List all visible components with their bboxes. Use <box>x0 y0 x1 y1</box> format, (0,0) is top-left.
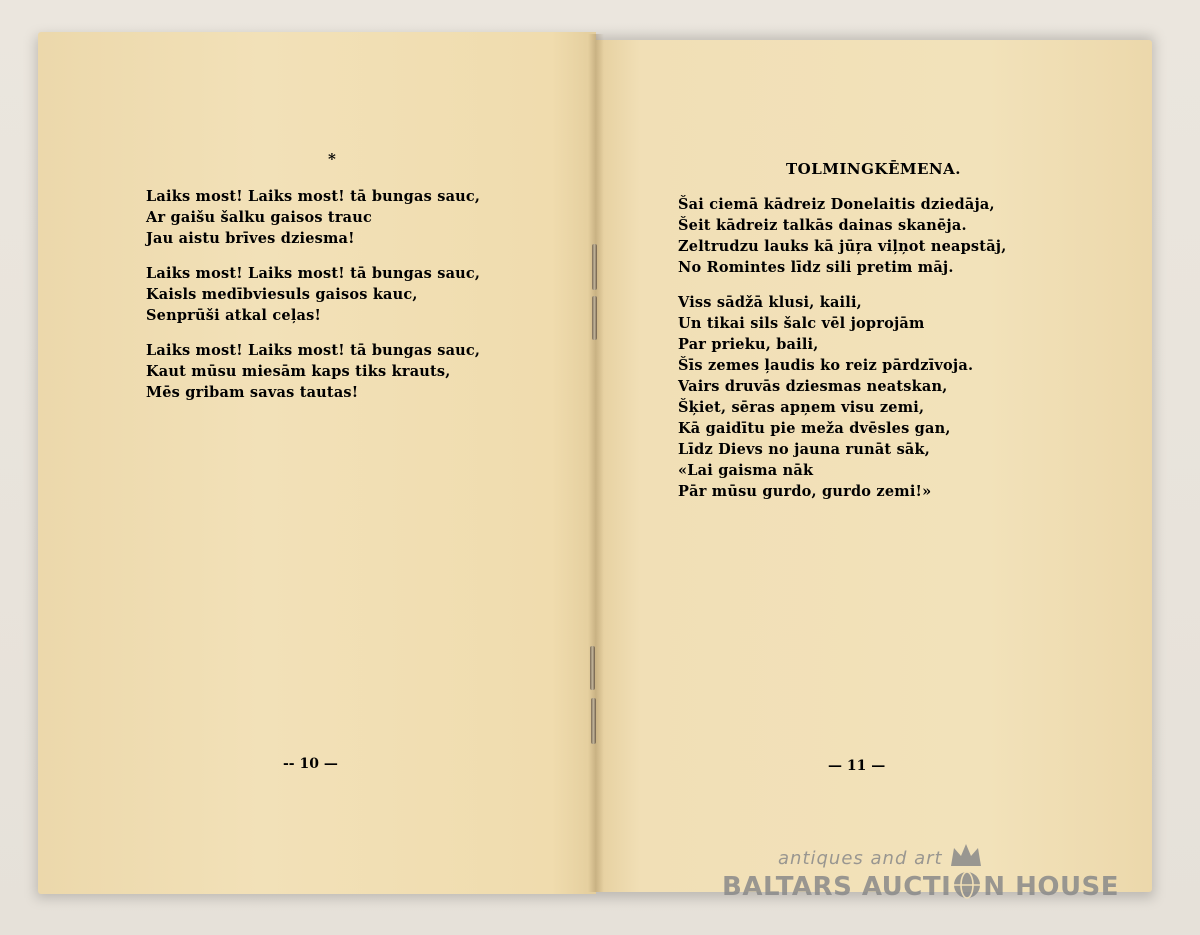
poem-line: Laiks most! Laiks most! tā bungas sauc, <box>146 342 481 359</box>
stanza <box>146 340 480 403</box>
poem-line: Senprūši atkal ceļas! <box>146 307 322 324</box>
left-poem <box>146 186 480 417</box>
poem-line: No Romintes līdz sili pretim māj. <box>678 259 954 276</box>
poem-line: Laiks most! Laiks most! tā bungas sauc, <box>146 265 481 282</box>
poem-line: Šai ciemā kādreiz Donelaitis dziedāja, <box>678 196 995 213</box>
watermark-tagline: antiques and art <box>778 848 943 869</box>
watermark-name-part: BALTARS AUCTI <box>722 872 952 902</box>
poem-line: Šeit kādreiz talkās dainas skanēja. <box>678 217 967 234</box>
stanza <box>146 263 480 326</box>
poem-line: Un tikai sils šalc vēl joprojām <box>678 315 925 332</box>
staple <box>590 646 595 690</box>
globe-icon <box>952 870 982 900</box>
watermark-name <box>722 870 1119 902</box>
watermark-name-part: N HOUSE <box>983 872 1120 902</box>
poem-line: Ar gaišu šalku gaisos trauc <box>146 209 373 226</box>
poem-line: Vairs druvās dziesmas neatskan, <box>678 378 948 395</box>
poem-line: Jau aistu brīves dziesma! <box>146 230 355 247</box>
poem-line: Pār mūsu gurdo, gurdo zemi!» <box>678 483 932 500</box>
stanza <box>146 186 480 249</box>
poem-line: Par prieku, baili, <box>678 336 819 353</box>
poem-line: Laiks most! Laiks most! tā bungas sauc, <box>146 188 481 205</box>
poem-line: Šīs zemes ļaudis ko reiz pārdzīvoja. <box>678 357 974 374</box>
poem-line: Kā gaidītu pie meža dvēsles gan, <box>678 420 951 437</box>
staple <box>592 296 597 340</box>
stanza <box>678 194 1006 278</box>
book-gutter <box>588 34 604 892</box>
poem-line: Līdz Dievs no jauna runāt sāk, <box>678 441 931 458</box>
poem-title: TOLMINGKĒMENA. <box>786 160 961 178</box>
poem-line: Viss sādžā klusi, kaili, <box>678 294 862 311</box>
poem-line: Kaisls medībviesuls gaisos kauc, <box>146 286 418 303</box>
staple <box>591 698 596 744</box>
poem-line: Šķiet, sēras apņem visu zemi, <box>678 399 925 416</box>
staple <box>592 244 597 290</box>
crown-icon <box>948 840 984 870</box>
poem-line: Zeltrudzu lauks kā jūŗa viļņot neapstāj, <box>678 238 1007 255</box>
poem-line: Mēs gribam savas tautas! <box>146 384 359 401</box>
stanza <box>678 292 1006 502</box>
auction-house-watermark <box>722 840 1122 910</box>
page-number-right: — 11 — <box>828 758 886 774</box>
poem-line: «Lai gaisma nāk <box>678 462 814 479</box>
ornament-asterisk: * <box>328 150 336 168</box>
poem-line: Kaut mūsu miesām kaps tiks krauts, <box>146 363 451 380</box>
right-poem <box>678 194 1006 516</box>
page-number-left: -- 10 — <box>283 756 338 772</box>
